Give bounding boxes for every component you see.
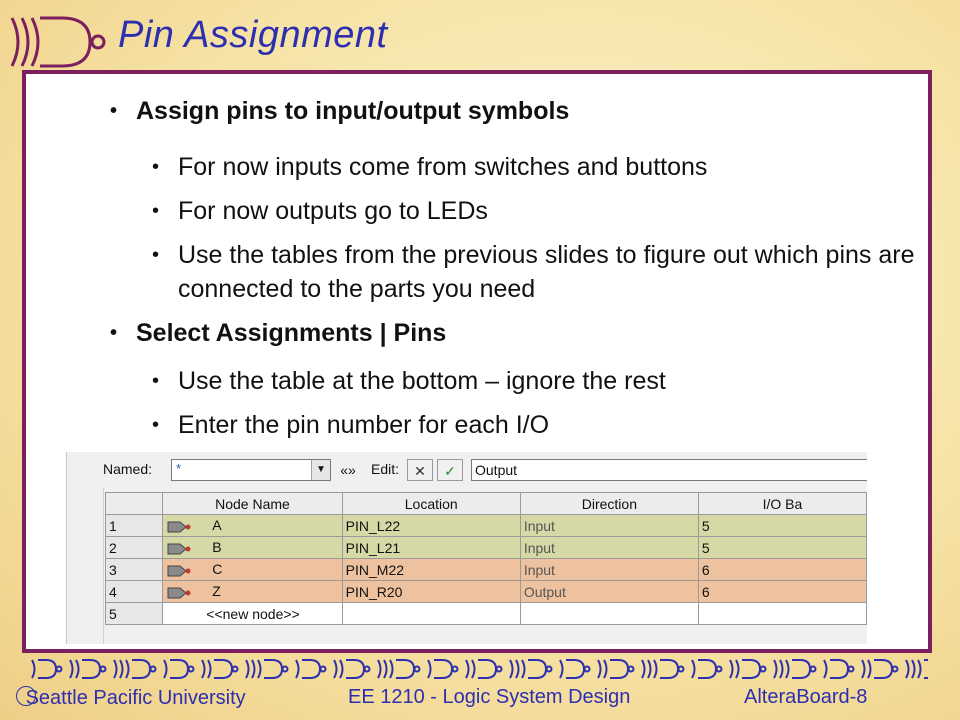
assignment-toolbar (67, 452, 867, 488)
direction-cell[interactable] (520, 603, 698, 625)
location-cell-text: PIN_M22 (345, 561, 405, 578)
row-number-cell[interactable] (106, 515, 163, 537)
edit-label: Edit: (371, 461, 400, 477)
table-body (106, 515, 867, 625)
bullet-text: Assign pins to input/output symbols (136, 97, 570, 125)
node-name-cell[interactable] (163, 581, 342, 603)
row-number-cell[interactable] (106, 537, 163, 559)
row-number-cell-text: 3 (109, 561, 117, 578)
row-number-cell[interactable] (106, 559, 163, 581)
bullet-text: Use the tables from the previous slides to figure out which pins are connected to the parts you need (178, 241, 915, 303)
input-pin-icon (166, 520, 192, 534)
io-bank-cell[interactable] (698, 537, 866, 559)
bullet-dot-icon: • (152, 200, 160, 222)
pin-planner-screenshot (66, 452, 867, 644)
sub-bullet-item (152, 238, 918, 306)
row-number-cell-text: 5 (109, 605, 117, 622)
node-name-cell[interactable] (163, 603, 342, 625)
table-row[interactable] (106, 603, 867, 625)
row-number-cell-text: 1 (109, 517, 117, 534)
university-text: Seattle Pacific University (25, 687, 246, 709)
bullet-text: Select Assignments | Pins (136, 319, 447, 347)
direction-cell[interactable] (520, 559, 698, 581)
edit-value-field[interactable]: Output (471, 459, 867, 481)
io-bank-cell[interactable] (698, 515, 866, 537)
new-node-placeholder: <<new node>> (206, 605, 300, 622)
bullet-text: For now outputs go to LEDs (178, 197, 488, 225)
named-filter-combobox[interactable] (171, 459, 331, 481)
direction-cell[interactable] (520, 515, 698, 537)
row-number-cell[interactable] (106, 581, 163, 603)
location-cell[interactable] (342, 559, 520, 581)
sub-bullet-item (152, 194, 918, 228)
university-name (16, 686, 246, 710)
content-frame (22, 70, 932, 653)
sub-bullet-item (152, 150, 918, 184)
row-number-header (106, 493, 163, 515)
io-bank-cell-text: 5 (701, 539, 710, 556)
node-name-text: B (212, 539, 222, 556)
bullet-dot-icon: • (152, 244, 160, 266)
io-bank-cell-text: 6 (701, 583, 710, 600)
node-name-text: A (212, 517, 222, 534)
location-cell[interactable] (342, 515, 520, 537)
bullet-dot-icon: • (152, 370, 160, 392)
bullet-dot-icon: • (110, 322, 118, 344)
bullet-text: For now inputs come from switches and buttons (178, 153, 708, 181)
row-number-cell-text: 4 (109, 583, 117, 600)
location-cell-text: PIN_L21 (345, 539, 401, 556)
bullet-dot-icon: • (152, 156, 160, 178)
input-pin-icon (166, 542, 192, 556)
accept-edit-icon[interactable]: ✓ (437, 459, 463, 481)
bullet-text: Enter the pin number for each I/O (178, 411, 550, 439)
table-row[interactable] (106, 515, 867, 537)
pin-assignment-table (105, 492, 867, 625)
column-header-node-name[interactable]: Node Name (163, 493, 342, 515)
location-cell-text: PIN_R20 (345, 583, 403, 600)
column-header-direction[interactable]: Direction (520, 493, 698, 515)
output-pin-icon (166, 586, 192, 600)
table-row[interactable] (106, 537, 867, 559)
location-cell-text: PIN_L22 (345, 517, 401, 534)
row-number-cell[interactable] (106, 603, 163, 625)
node-name-cell[interactable] (163, 515, 342, 537)
bullet-dot-icon: • (152, 414, 160, 436)
bullet-dot-icon: • (110, 100, 118, 122)
direction-cell-text: Input (523, 561, 555, 578)
node-name-text: Z (212, 583, 221, 600)
slide-id: AlteraBoard-8 (744, 686, 868, 708)
bullet-item (110, 316, 447, 350)
io-bank-cell[interactable] (698, 559, 866, 581)
direction-cell-text: Output (523, 583, 566, 600)
node-name-cell[interactable] (163, 559, 342, 581)
named-label: Named: (103, 461, 153, 477)
io-bank-cell[interactable] (698, 603, 866, 625)
location-cell[interactable] (342, 537, 520, 559)
io-bank-cell-text: 6 (701, 561, 710, 578)
table-header-row (106, 493, 867, 515)
sub-bullet-item (152, 408, 918, 442)
cancel-edit-icon[interactable]: ✕ (407, 459, 433, 481)
direction-cell-text: Input (523, 539, 555, 556)
node-name-cell[interactable] (163, 537, 342, 559)
direction-cell[interactable] (520, 581, 698, 603)
io-bank-cell[interactable] (698, 581, 866, 603)
named-filter-value: * (176, 461, 182, 476)
column-header-location[interactable]: Location (342, 493, 520, 515)
bullet-item (110, 94, 570, 128)
table-row[interactable] (106, 559, 867, 581)
column-header-io-bank[interactable]: I/O Ba (698, 493, 866, 515)
expand-button[interactable]: «» (340, 462, 356, 478)
sub-bullet-item (152, 364, 918, 398)
direction-cell[interactable] (520, 537, 698, 559)
direction-cell-text: Input (523, 517, 555, 534)
gate-pattern-divider (28, 656, 928, 682)
logic-gate-logo-icon (6, 10, 116, 70)
location-cell[interactable] (342, 581, 520, 603)
chevron-down-icon[interactable]: ▼ (311, 460, 330, 480)
row-number-cell-text: 2 (109, 539, 117, 556)
bullet-text: Use the table at the bottom – ignore the rest (178, 367, 666, 395)
slide-title: Pin Assignment (118, 14, 388, 56)
location-cell[interactable] (342, 603, 520, 625)
input-pin-icon (166, 564, 192, 578)
io-bank-cell-text: 5 (701, 517, 710, 534)
table-row[interactable] (106, 581, 867, 603)
node-name-text: C (212, 561, 223, 578)
course-name: EE 1210 - Logic System Design (348, 686, 631, 708)
